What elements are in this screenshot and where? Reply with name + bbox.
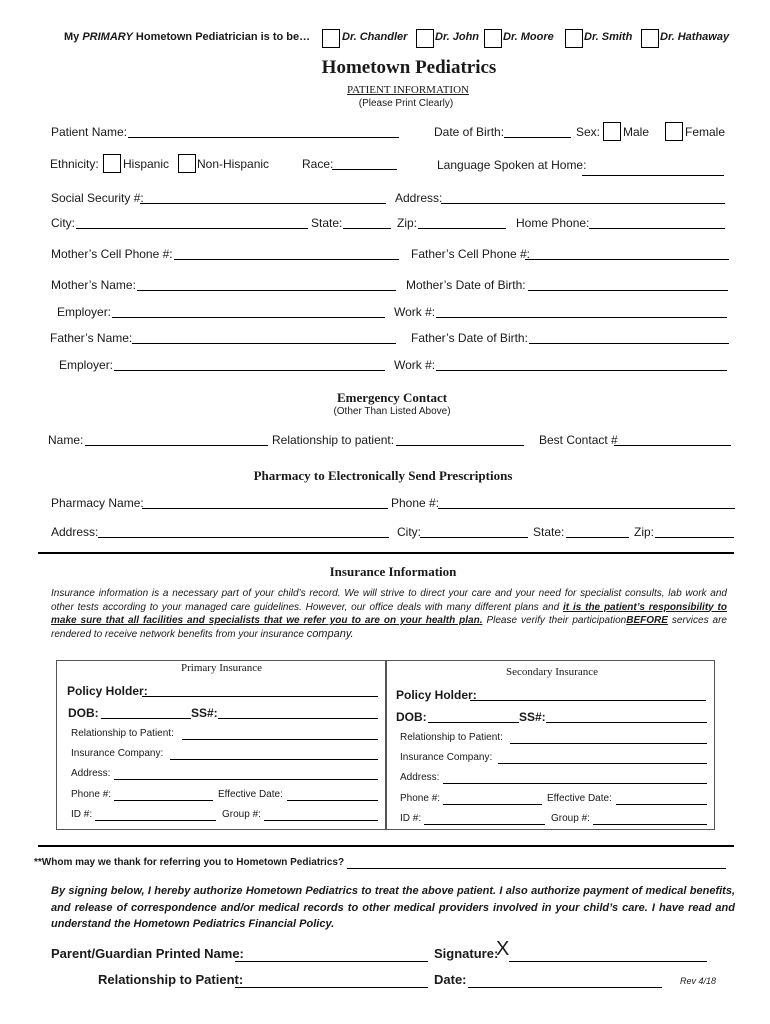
emergency-contact-title: Emergency Contact (336, 390, 448, 405)
language-field[interactable] (582, 175, 724, 176)
father-employer-field[interactable] (114, 370, 385, 371)
secondary-phone-label: Phone #: (400, 793, 441, 804)
checkbox-male[interactable] (603, 122, 621, 141)
secondary-effective-label: Effective Date: (547, 793, 612, 804)
referral-field[interactable] (347, 868, 726, 869)
checkbox-dr-hathaway[interactable] (641, 29, 659, 48)
secondary-group-label: Group #: (551, 813, 590, 824)
primary-phone-label: Phone #: (71, 789, 112, 800)
secondary-group-field[interactable] (593, 824, 707, 825)
pharmacy-state-field[interactable] (566, 537, 629, 538)
best-contact-label: Best Contact # (539, 433, 618, 447)
pharmacy-city-label: City: (397, 525, 421, 539)
label-dr-john: Dr. John (435, 31, 480, 43)
primary-id-field[interactable] (95, 820, 216, 821)
secondary-id-field[interactable] (424, 824, 545, 825)
primary-ss-label: SS#: (191, 706, 218, 720)
father-work-label: Work #: (394, 358, 436, 372)
pharmacy-address-label: Address: (51, 525, 99, 539)
secondary-policy-holder-label: Policy Holder: (396, 688, 477, 702)
primary-pediatrician-prompt (64, 31, 310, 43)
secondary-dob-field[interactable] (428, 722, 519, 723)
secondary-relationship-label: Relationship to Patient: (400, 732, 503, 743)
mother-employer-field[interactable] (112, 317, 385, 318)
mother-dob-field[interactable] (528, 290, 728, 291)
primary-relationship-label: Relationship to Patient: (71, 728, 174, 739)
signature-field[interactable] (509, 961, 707, 962)
father-cell-field[interactable] (525, 259, 729, 260)
checkbox-dr-moore[interactable] (484, 29, 502, 48)
signature-label: Signature: (434, 946, 499, 961)
secondary-address-label: Address: (400, 772, 440, 783)
address-label: Address: (395, 191, 443, 205)
patient-info-heading: PATIENT INFORMATION (347, 84, 469, 96)
label-dr-hathaway: Dr. Hathaway (660, 31, 730, 43)
city-field[interactable] (76, 228, 308, 229)
page-title: Hometown Pediatrics (321, 57, 497, 78)
label-dr-chandler: Dr. Chandler (342, 31, 408, 43)
race-label: Race: (302, 157, 334, 171)
date-label: Date: (434, 972, 467, 987)
mother-cell-field[interactable] (174, 259, 399, 260)
secondary-relationship-field[interactable] (510, 743, 707, 744)
address-field[interactable] (441, 203, 725, 204)
mother-cell-label: Mother’s Cell Phone #: (51, 247, 173, 261)
father-cell-label: Father’s Cell Phone #: (411, 247, 530, 261)
non-hispanic-label: Non-Hispanic (197, 157, 270, 171)
ssn-label: Social Security #: (51, 191, 144, 205)
secondary-effective-field[interactable] (616, 804, 707, 805)
checkbox-female[interactable] (665, 122, 683, 141)
language-label: Language Spoken at Home: (437, 158, 587, 172)
mother-employer-label: Employer: (57, 305, 112, 319)
mother-name-field[interactable] (137, 290, 396, 291)
primary-phone-field[interactable] (114, 800, 213, 801)
emergency-contact-note: (Other Than Listed Above) (333, 406, 451, 417)
hispanic-label: Hispanic (123, 157, 170, 171)
insurance-para-before: BEFORE (626, 615, 668, 626)
primary-effective-field[interactable] (287, 800, 378, 801)
insurance-para-3: services are rendered to receive network benefits from your insurance (51, 615, 727, 640)
primary-policy-holder-field[interactable] (142, 696, 378, 697)
race-field[interactable] (332, 169, 397, 170)
pharmacy-name-label: Pharmacy Name: (51, 496, 144, 510)
patient-name-field[interactable] (128, 137, 399, 138)
pharmacy-city-field[interactable] (420, 537, 528, 538)
insurance-para-1: Insurance information is a necessary part of your child’s record. We will strive to direct your care and your need for specialist consults, lab work and other tests according to your managed care guidelines. However, our office deals with many different plans and (51, 588, 727, 613)
primary-word: PRIMARY (82, 31, 133, 43)
father-name-field[interactable] (132, 343, 396, 344)
pharmacy-title: Pharmacy to Electronically Send Prescriptions (253, 468, 513, 483)
emergency-relationship-field[interactable] (396, 445, 524, 446)
emergency-name-label: Name: (48, 433, 84, 447)
city-label: City: (51, 216, 75, 230)
dob-field[interactable] (504, 137, 571, 138)
pharmacy-zip-label: Zip: (634, 525, 655, 539)
primary-insurance-title: Primary Insurance (181, 662, 262, 674)
father-dob-field[interactable] (529, 343, 729, 344)
father-employer-label: Employer: (59, 358, 114, 372)
authorization-statement: By signing below, I hereby authorize Hometown Pediatrics to treat the above patient. I also authorize payment of medical benefits, and release of correspondence and/or medical records to other medical providers involved in your child’s care. I have read and understand the Hometown Pediatrics Financial Policy. (51, 885, 735, 930)
primary-effective-label: Effective Date: (218, 789, 283, 800)
guardian-name-field[interactable] (235, 961, 428, 962)
pharmacy-phone-field[interactable] (438, 508, 735, 509)
zip-field[interactable] (418, 228, 506, 229)
pharmacy-state-label: State: (533, 525, 565, 539)
signature-x-mark: X (496, 938, 510, 960)
checkbox-hispanic[interactable] (103, 154, 121, 173)
pharmacy-address-field[interactable] (98, 537, 389, 538)
secondary-dob-label: DOB: (396, 710, 427, 724)
ethnicity-label: Ethnicity: (50, 157, 99, 171)
mother-dob-label: Mother’s Date of Birth: (406, 278, 526, 292)
primary-company-label: Insurance Company: (71, 748, 164, 759)
primary-policy-holder-label: Policy Holder: (67, 684, 148, 698)
secondary-id-label: ID #: (400, 813, 422, 824)
female-label: Female (685, 125, 726, 139)
mother-name-label: Mother’s Name: (51, 278, 136, 292)
state-field[interactable] (343, 228, 391, 229)
insurance-title: Insurance Information (329, 564, 457, 579)
pharmacy-name-field[interactable] (142, 508, 388, 509)
secondary-ss-label: SS#: (519, 710, 546, 724)
guardian-name-label: Parent/Guardian Printed Name: (51, 946, 244, 961)
insurance-para-company: company. (306, 627, 354, 640)
primary-dob-field[interactable] (101, 718, 191, 719)
home-phone-field[interactable] (589, 228, 725, 229)
father-dob-label: Father’s Date of Birth: (411, 331, 528, 345)
secondary-policy-holder-field[interactable] (470, 700, 706, 701)
label-dr-smith: Dr. Smith (584, 31, 633, 43)
date-field[interactable] (468, 987, 662, 988)
father-name-label: Father’s Name: (50, 331, 133, 345)
label-dr-moore: Dr. Moore (503, 31, 554, 43)
print-clearly-note: (Please Print Clearly) (358, 98, 454, 109)
primary-dob-label: DOB: (68, 706, 99, 720)
insurance-divider (38, 845, 734, 847)
male-label: Male (623, 125, 650, 139)
secondary-company-field[interactable] (498, 763, 707, 764)
primary-group-field[interactable] (264, 820, 378, 821)
primary-ss-field[interactable] (218, 718, 378, 719)
dob-label: Date of Birth: (434, 125, 505, 139)
checkbox-dr-smith[interactable] (565, 29, 583, 48)
primary-group-label: Group #: (222, 809, 261, 820)
home-phone-label: Home Phone: (516, 216, 590, 230)
best-contact-field[interactable] (614, 445, 731, 446)
primary-id-label: ID #: (71, 809, 93, 820)
father-work-field[interactable] (436, 370, 727, 371)
ssn-field[interactable] (140, 203, 386, 204)
relationship-to-patient-label: Relationship to Patient: (98, 972, 244, 987)
secondary-company-label: Insurance Company: (400, 752, 493, 763)
mother-work-field[interactable] (436, 317, 727, 318)
zip-label: Zip: (397, 216, 418, 230)
patient-name-label: Patient Name: (51, 125, 128, 139)
referral-label: **Whom may we thank for referring you to Hometown Pediatrics? (34, 857, 345, 868)
secondary-ss-field[interactable] (546, 722, 707, 723)
pharmacy-phone-label: Phone #: (391, 496, 440, 510)
insurance-paragraph (51, 587, 727, 641)
primary-address-label: Address: (71, 768, 111, 779)
relationship-to-patient-field[interactable] (235, 987, 428, 988)
sex-label: Sex: (576, 125, 601, 139)
mother-work-label: Work #: (394, 305, 436, 319)
checkbox-dr-john[interactable] (416, 29, 434, 48)
insurance-para-underline: it is the patient’s responsibility to make sure that all facilities and specialists that we refer you to are on your health plan. (51, 601, 727, 626)
section-divider (38, 552, 734, 554)
checkbox-non-hispanic[interactable] (178, 154, 196, 173)
emergency-relationship-label: Relationship to patient: (272, 433, 395, 447)
secondary-phone-field[interactable] (443, 804, 542, 805)
insurance-para-2: Please verify their participation (482, 615, 627, 626)
primary-relationship-field[interactable] (182, 739, 378, 740)
primary-prefix: My (64, 31, 83, 43)
primary-address-field[interactable] (114, 779, 378, 780)
primary-company-field[interactable] (170, 759, 378, 760)
checkbox-dr-chandler[interactable] (322, 29, 340, 48)
pharmacy-zip-field[interactable] (655, 537, 734, 538)
secondary-insurance-title: Secondary Insurance (506, 666, 598, 678)
primary-suffix: Hometown Pediatrician is to be… (132, 31, 311, 43)
revision-label: Rev 4/18 (680, 976, 717, 986)
state-label: State: (311, 216, 343, 230)
emergency-name-field[interactable] (85, 445, 268, 446)
secondary-address-field[interactable] (443, 783, 707, 784)
